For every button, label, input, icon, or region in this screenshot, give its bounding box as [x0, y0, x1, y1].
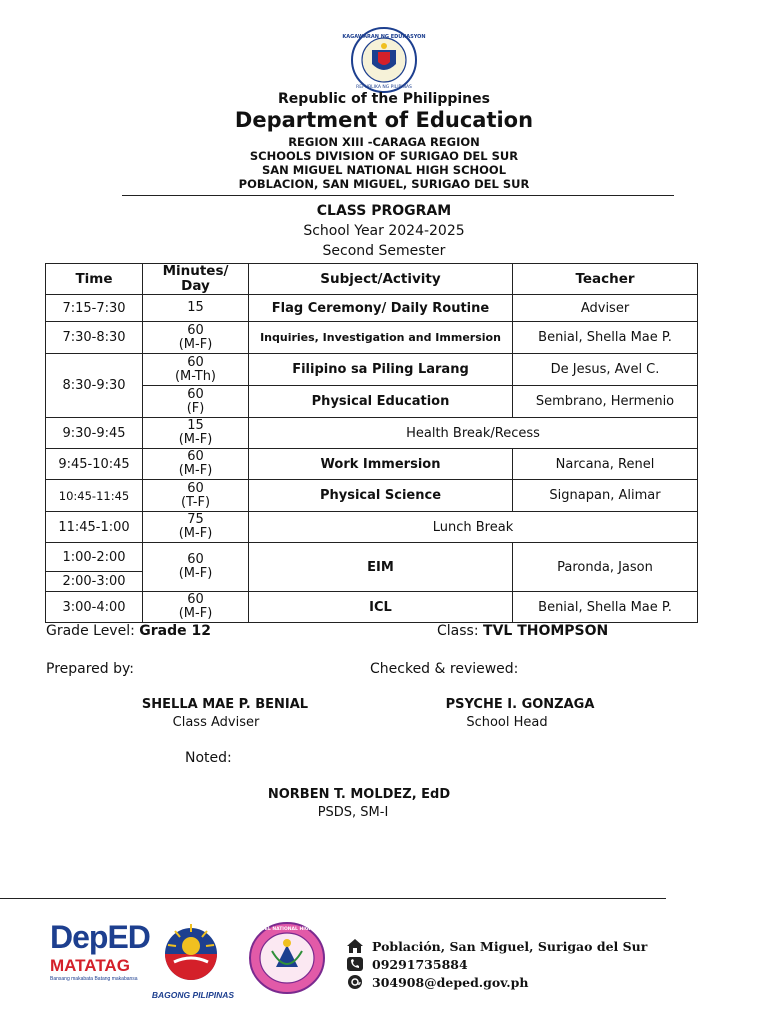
cell-subject: ICL	[249, 592, 513, 623]
cell-subject: Work Immersion	[249, 449, 513, 480]
head-name: PSYCHE I. GONZAGA	[445, 697, 595, 712]
cell-minutes: 15 (M-F)	[143, 418, 249, 449]
region-line: REGION XIII -CARAGA REGION	[288, 135, 480, 149]
header-time: Time	[46, 264, 143, 295]
cell-minutes: 60 (F)	[143, 386, 249, 418]
cell-time: 1:00-2:00	[46, 543, 142, 572]
footer-address-text: Población, San Miguel, Surigao del Sur	[372, 938, 648, 954]
matatag-tagline: Bansang makabata Batang makabansa	[50, 976, 138, 982]
deped-matatag-logo	[50, 919, 150, 1000]
prepared-by-label: Prepared by:	[46, 661, 134, 677]
table-header-row	[46, 264, 698, 295]
cell-subject: Physical Science	[249, 480, 513, 512]
cell-teacher: Narcana, Renel	[513, 449, 698, 480]
header-minutes: Minutes/ Day	[143, 264, 249, 295]
cell-time: 11:45-1:00	[46, 512, 143, 543]
deped-seal-logo	[342, 26, 426, 94]
cell-subject: Flag Ceremony/ Daily Routine	[249, 295, 513, 322]
table-row	[46, 449, 698, 480]
footer-phone	[346, 956, 468, 972]
matatag-wordmark: MATATAG	[50, 956, 130, 975]
cell-time: 8:30-9:30	[46, 354, 143, 418]
cell-subject: Physical Education	[249, 386, 513, 418]
footer-email-text: 304908@deped.gov.ph	[372, 974, 529, 990]
grade-level	[46, 623, 211, 639]
address-line: POBLACION, SAN MIGUEL, SURIGAO DEL SUR	[238, 177, 530, 191]
deped-wordmark: DepED	[50, 919, 150, 955]
school-seal-text: SAN MIGUEL NATIONAL HIGH SCHOOL	[239, 927, 335, 932]
class-name	[437, 623, 608, 639]
class-label: Class:	[437, 623, 479, 639]
cell-time: 9:30-9:45	[46, 418, 143, 449]
division-line: SCHOOLS DIVISION OF SURIGAO DEL SUR	[249, 149, 519, 163]
cell-time: 3:00-4:00	[46, 592, 143, 623]
cell-time: 7:30-8:30	[46, 322, 143, 354]
cell-teacher: Adviser	[513, 295, 698, 322]
table-row	[46, 418, 698, 449]
adviser-role: Class Adviser	[172, 715, 260, 730]
cell-teacher: De Jesus, Avel C.	[513, 354, 698, 386]
cell-time: 9:45-10:45	[46, 449, 143, 480]
home-icon	[346, 938, 364, 954]
grade-level-label: Grade Level:	[46, 623, 135, 639]
header-subject: Subject/Activity	[249, 264, 513, 295]
cell-teacher: Benial, Shella Mae P.	[513, 592, 698, 623]
footer-address	[346, 938, 647, 954]
cell-subject: Inquiries, Investigation and Immersion	[249, 322, 513, 354]
seal-text-top: KAGAWARAN NG EDUKASYON	[342, 34, 426, 40]
header-teacher: Teacher	[513, 264, 698, 295]
cell-time-split	[46, 543, 143, 592]
cell-minutes: 60 (M-F)	[143, 449, 249, 480]
head-role: School Head	[466, 715, 548, 730]
school-seal-logo	[239, 921, 335, 995]
table-row	[46, 295, 698, 322]
cell-subject: EIM	[249, 543, 513, 592]
cell-teacher: Paronda, Jason	[513, 543, 698, 592]
cell-teacher: Sembrano, Hermenio	[513, 386, 698, 418]
cell-subject: Filipino sa Piling Larang	[249, 354, 513, 386]
adviser-name: SHELLA MAE P. BENIAL	[141, 697, 309, 712]
school-line: SAN MIGUEL NATIONAL HIGH SCHOOL	[261, 163, 507, 177]
cell-teacher: Benial, Shella Mae P.	[513, 322, 698, 354]
table-row	[46, 512, 698, 543]
cell-subject: Lunch Break	[249, 512, 698, 543]
cell-minutes: 15	[143, 295, 249, 322]
bagong-pilipinas-text: BAGONG PILIPINAS	[151, 990, 235, 1000]
footer-email	[346, 974, 528, 990]
cell-minutes: 60 (T-F)	[143, 480, 249, 512]
header-divider	[122, 195, 674, 196]
table-row	[46, 480, 698, 512]
class-program-title: CLASS PROGRAM	[316, 203, 452, 219]
footer-phone-text: 09291735884	[372, 956, 468, 972]
school-year: School Year 2024-2025	[303, 223, 465, 239]
cell-minutes: 60 (M-F)	[143, 322, 249, 354]
cell-minutes: 60 (M-Th)	[143, 354, 249, 386]
cell-time: 7:15-7:30	[46, 295, 143, 322]
cell-time: 2:00-3:00	[62, 574, 126, 590]
cell-minutes: 75 (M-F)	[143, 512, 249, 543]
cell-subject: Health Break/Recess	[249, 418, 698, 449]
psds-name: NORBEN T. MOLDEZ, EdD	[267, 787, 451, 802]
psds-role: PSDS, SM-I	[317, 805, 389, 820]
schedule-table	[45, 263, 698, 623]
table-row	[46, 386, 698, 418]
cell-minutes: 60 (M-F)	[143, 592, 249, 623]
department-title: Department of Education	[234, 108, 534, 132]
class-value: TVL THOMPSON	[483, 623, 609, 639]
table-row	[46, 322, 698, 354]
email-icon	[346, 974, 364, 990]
republic-line: Republic of the Philippines	[278, 91, 490, 107]
footer-divider	[0, 898, 666, 899]
table-row	[46, 592, 698, 623]
phone-icon	[346, 956, 364, 972]
bagong-pilipinas-logo	[148, 918, 238, 1002]
semester: Second Semester	[322, 243, 446, 259]
seal-text-bottom: REPUBLIKA NG PILIPINAS	[356, 85, 412, 90]
table-row	[46, 543, 698, 592]
cell-teacher: Signapan, Alimar	[513, 480, 698, 512]
cell-minutes: 60 (M-F)	[143, 543, 249, 592]
cell-time: 10:45-11:45	[46, 480, 143, 512]
bagong-pilipinas-emblem-icon	[154, 918, 228, 984]
noted-label: Noted:	[185, 750, 232, 766]
checked-by-label: Checked & reviewed:	[370, 661, 519, 677]
table-row	[46, 354, 698, 386]
grade-level-value: Grade 12	[139, 623, 211, 639]
